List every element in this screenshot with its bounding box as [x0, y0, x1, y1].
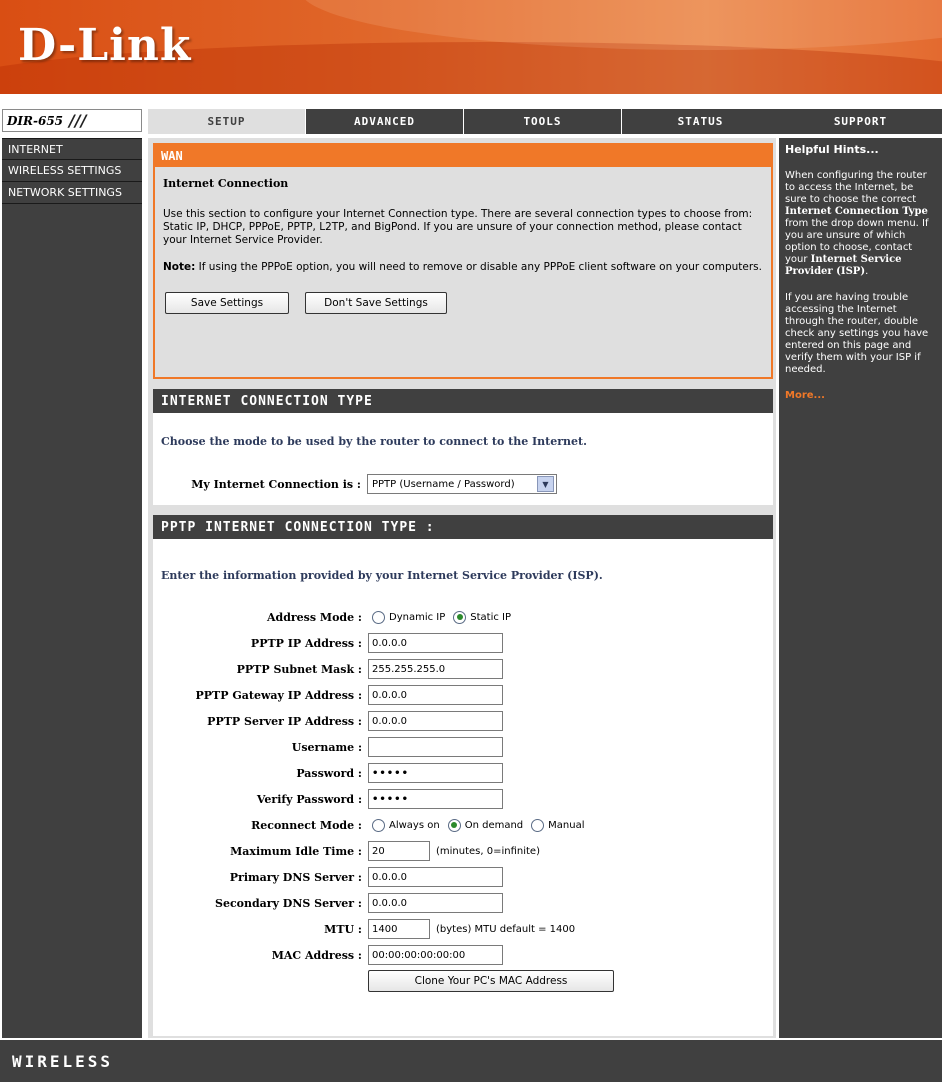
mac-address-row	[153, 944, 773, 966]
main-content	[148, 138, 776, 1038]
hints-text: .	[865, 266, 869, 277]
primary-dns-label: Primary DNS Server :	[229, 870, 362, 884]
primary-dns-input[interactable]: 0.0.0.0	[368, 867, 503, 887]
hints-text: from the drop down menu. If you are unsure of which option to choose, contact your	[785, 218, 929, 265]
pptp-ip-input[interactable]: 0.0.0.0	[368, 633, 503, 653]
connection-type-label: My Internet Connection is :	[191, 477, 361, 491]
dynamic-ip-label: Dynamic IP	[389, 611, 446, 623]
internet-connection-type-section	[153, 389, 773, 505]
hints-emphasis: Internet Service Provider (ISP)	[785, 254, 902, 277]
sidebar-item-network-settings[interactable]: NETWORK SETTINGS	[2, 182, 142, 204]
tab-advanced[interactable]: ADVANCED	[306, 109, 463, 134]
password-input[interactable]: •••••	[368, 763, 503, 783]
pptp-server-input[interactable]: 0.0.0.0	[368, 711, 503, 731]
password-row	[153, 762, 773, 784]
on-demand-label: On demand	[464, 819, 524, 831]
username-input[interactable]	[368, 737, 503, 757]
model-slashes: ///	[69, 111, 87, 130]
wan-title: WAN	[155, 145, 771, 167]
hints-paragraph-2: If you are having trouble accessing the Internet through the router, double check any settings you have entered on this page and verify them with your ISP if needed.	[785, 292, 929, 375]
username-row	[153, 736, 773, 758]
pptp-header: PPTP INTERNET CONNECTION TYPE :	[153, 515, 773, 539]
username-label: Username :	[291, 740, 362, 754]
tab-status[interactable]: STATUS	[622, 109, 779, 134]
clone-mac-row	[153, 970, 773, 992]
clone-mac-button[interactable]: Clone Your PC's MAC Address	[368, 970, 614, 992]
sidebar-item-wireless-settings[interactable]: WIRELESS SETTINGS	[2, 160, 142, 182]
pptp-mask-label: PPTP Subnet Mask :	[236, 662, 362, 676]
sidebar-item-internet[interactable]: INTERNET	[2, 138, 142, 160]
verify-password-row	[153, 788, 773, 810]
pptp-gateway-row	[153, 684, 773, 706]
tab-tools[interactable]: TOOLS	[464, 109, 621, 134]
connection-type-lead: Choose the mode to be used by the router to connect to the Internet.	[161, 435, 587, 448]
idle-time-row	[153, 840, 773, 862]
secondary-dns-input[interactable]: 0.0.0.0	[368, 893, 503, 913]
secondary-dns-label: Secondary DNS Server :	[215, 896, 362, 910]
pptp-section	[153, 515, 773, 1036]
footer-wireless: WIRELESS	[0, 1040, 942, 1082]
dont-save-settings-button[interactable]: Don't Save Settings	[305, 292, 447, 314]
mtu-label: MTU :	[324, 922, 362, 936]
reconnect-mode-label: Reconnect Mode :	[251, 818, 362, 832]
idle-time-label: Maximum Idle Time :	[230, 844, 362, 858]
wan-box	[153, 143, 773, 379]
top-navigation	[148, 109, 780, 134]
connection-type-select[interactable]	[367, 474, 557, 494]
idle-time-input[interactable]: 20	[368, 841, 430, 861]
primary-dns-row	[153, 866, 773, 888]
static-ip-label: Static IP	[470, 611, 512, 623]
wan-description: Use this section to configure your Internet Connection type. There are several connection types to choose from: Static IP, DHCP, PPPoE, PPTP, L2TP, and BigPond. If you are unsure of your connection method, please contact your Internet Service Provider.	[163, 208, 753, 246]
tab-setup[interactable]: SETUP	[148, 109, 305, 134]
pptp-gateway-input[interactable]: 0.0.0.0	[368, 685, 503, 705]
radio-selected-dot	[451, 822, 457, 828]
header-gap	[0, 94, 942, 104]
wan-note-text: If using the PPPoE option, you will need to remove or disable any PPPoE client software on your computers.	[195, 261, 762, 273]
manual-radio[interactable]	[531, 819, 544, 832]
hints-paragraph-1	[785, 170, 936, 278]
internet-connection-type-header: INTERNET CONNECTION TYPE	[153, 389, 773, 413]
pptp-server-row	[153, 710, 773, 732]
idle-time-note: (minutes, 0=infinite)	[436, 845, 540, 857]
connection-type-value: PPTP (Username / Password)	[372, 478, 515, 490]
pptp-server-label: PPTP Server IP Address :	[207, 714, 362, 728]
address-mode-label: Address Mode :	[266, 610, 362, 624]
mac-address-input[interactable]: 00:00:00:00:00:00	[368, 945, 503, 965]
pptp-ip-label: PPTP IP Address :	[250, 636, 362, 650]
always-on-label: Always on	[389, 819, 440, 831]
wan-note	[163, 261, 763, 274]
verify-password-label: Verify Password :	[256, 792, 362, 806]
pptp-mask-input[interactable]: 255.255.255.0	[368, 659, 503, 679]
mac-address-label: MAC Address :	[271, 948, 362, 962]
model-badge	[2, 109, 142, 132]
dropdown-arrow-icon[interactable]: ▼	[537, 476, 554, 492]
reconnect-mode-row	[153, 814, 773, 836]
mtu-input[interactable]: 1400	[368, 919, 430, 939]
hints-more-link[interactable]: More...	[785, 390, 825, 401]
on-demand-radio[interactable]	[448, 819, 461, 832]
mtu-note: (bytes) MTU default = 1400	[436, 923, 576, 935]
save-settings-button[interactable]: Save Settings	[165, 292, 289, 314]
mtu-row	[153, 918, 773, 940]
wan-note-label: Note:	[163, 261, 196, 273]
helpful-hints-panel	[779, 138, 942, 1038]
hints-emphasis: Internet Connection Type	[785, 206, 928, 217]
pptp-lead: Enter the information provided by your Internet Service Provider (ISP).	[161, 569, 603, 582]
dynamic-ip-radio[interactable]	[372, 611, 385, 624]
hints-text: When configuring the router to access the Internet, be sure to choose the correct	[785, 170, 927, 205]
password-label: Password :	[296, 766, 362, 780]
always-on-radio[interactable]	[372, 819, 385, 832]
pptp-ip-row	[153, 632, 773, 654]
hints-title: Helpful Hints...	[785, 143, 879, 156]
wan-heading: Internet Connection	[163, 177, 289, 190]
radio-selected-dot	[457, 614, 463, 620]
pptp-mask-row	[153, 658, 773, 680]
header-banner	[0, 0, 942, 94]
sidebar	[2, 138, 142, 1038]
tab-support[interactable]: SUPPORT	[779, 109, 942, 134]
secondary-dns-row	[153, 892, 773, 914]
connection-type-row	[153, 473, 773, 495]
static-ip-radio[interactable]	[453, 611, 466, 624]
manual-label: Manual	[548, 819, 585, 831]
pptp-gateway-label: PPTP Gateway IP Address :	[195, 688, 362, 702]
model-name: DIR-655	[7, 113, 64, 128]
dlink-logo: D-Link	[18, 20, 192, 71]
verify-password-input[interactable]: •••••	[368, 789, 503, 809]
address-mode-row	[153, 606, 773, 628]
